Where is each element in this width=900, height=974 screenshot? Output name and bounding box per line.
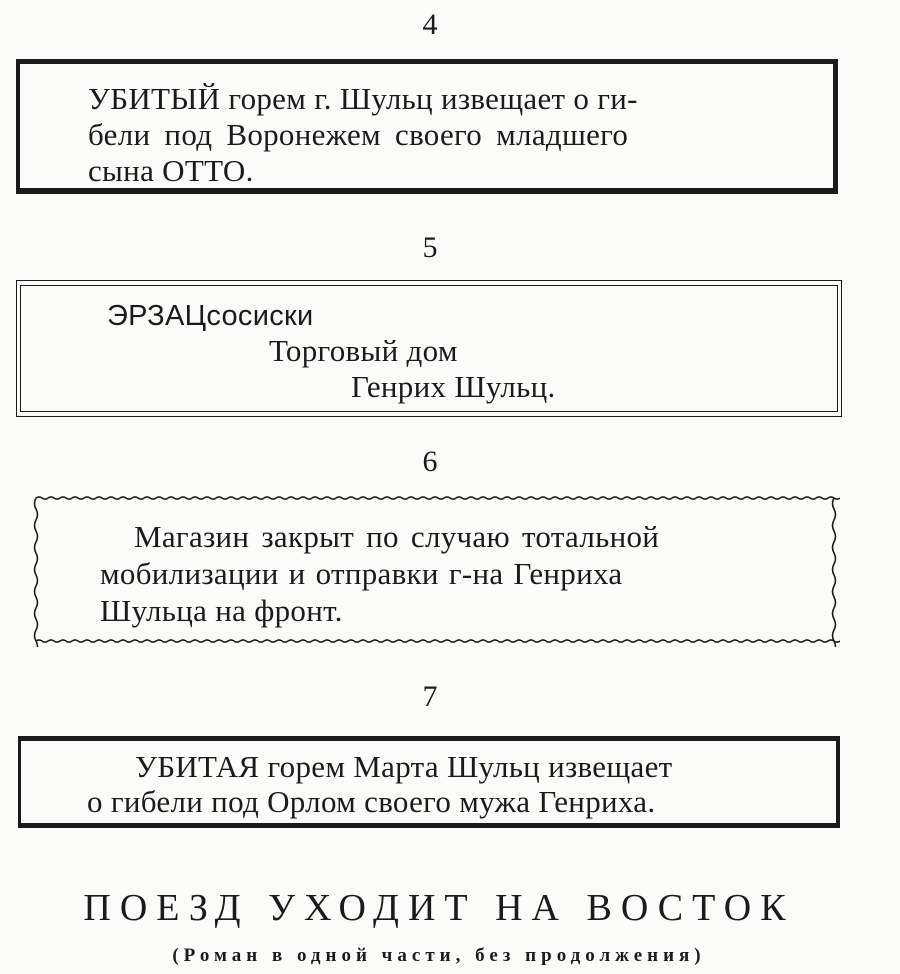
notice-7-box <box>18 736 840 828</box>
notice-5-line-1: ЭРЗАЦсосиски <box>107 300 314 332</box>
notice-5-line-2: Торговый дом <box>269 333 458 368</box>
notice-4-line-1: УБИТЫЙ горем г. Шульц извещает о ги- <box>88 81 638 116</box>
notice-6-line-2: мобилизации и отправки г-на Генриха <box>100 556 623 591</box>
notice-7-line-2: о гибели под Орлом своего мужа Генриха. <box>87 784 656 819</box>
notice-6-box <box>30 492 840 647</box>
notice-7-number: 7 <box>422 680 438 713</box>
notice-4-line-3: сына ОТТО. <box>88 153 254 188</box>
notice-6-line-1: Магазин закрыт по случаю тотальной <box>134 519 660 554</box>
story-title: ПОЕЗД УХОДИТ НА ВОСТОК <box>83 887 795 929</box>
notice-6-number: 6 <box>422 445 438 478</box>
notice-4-box <box>16 59 838 194</box>
notice-5-line-3: Генрих Шульц. <box>351 369 556 404</box>
story-subtitle: (Роман в одной части, без продолжения) <box>172 945 706 966</box>
notice-6-line-3: Шульца на фронт. <box>100 593 343 628</box>
notice-4-line-2: бели под Воронежем своего младшего <box>88 117 629 152</box>
wavy-frame-edge <box>833 498 836 647</box>
wavy-frame-edge <box>36 497 840 499</box>
wavy-frame-edge <box>35 498 38 647</box>
notice-4-number: 4 <box>422 8 438 41</box>
wavy-frame-edge <box>36 640 840 642</box>
notice-5-box <box>16 280 842 417</box>
notice-7-line-1: УБИТАЯ горем Марта Шульц извещает <box>135 749 673 784</box>
notice-5-number: 5 <box>422 231 438 264</box>
